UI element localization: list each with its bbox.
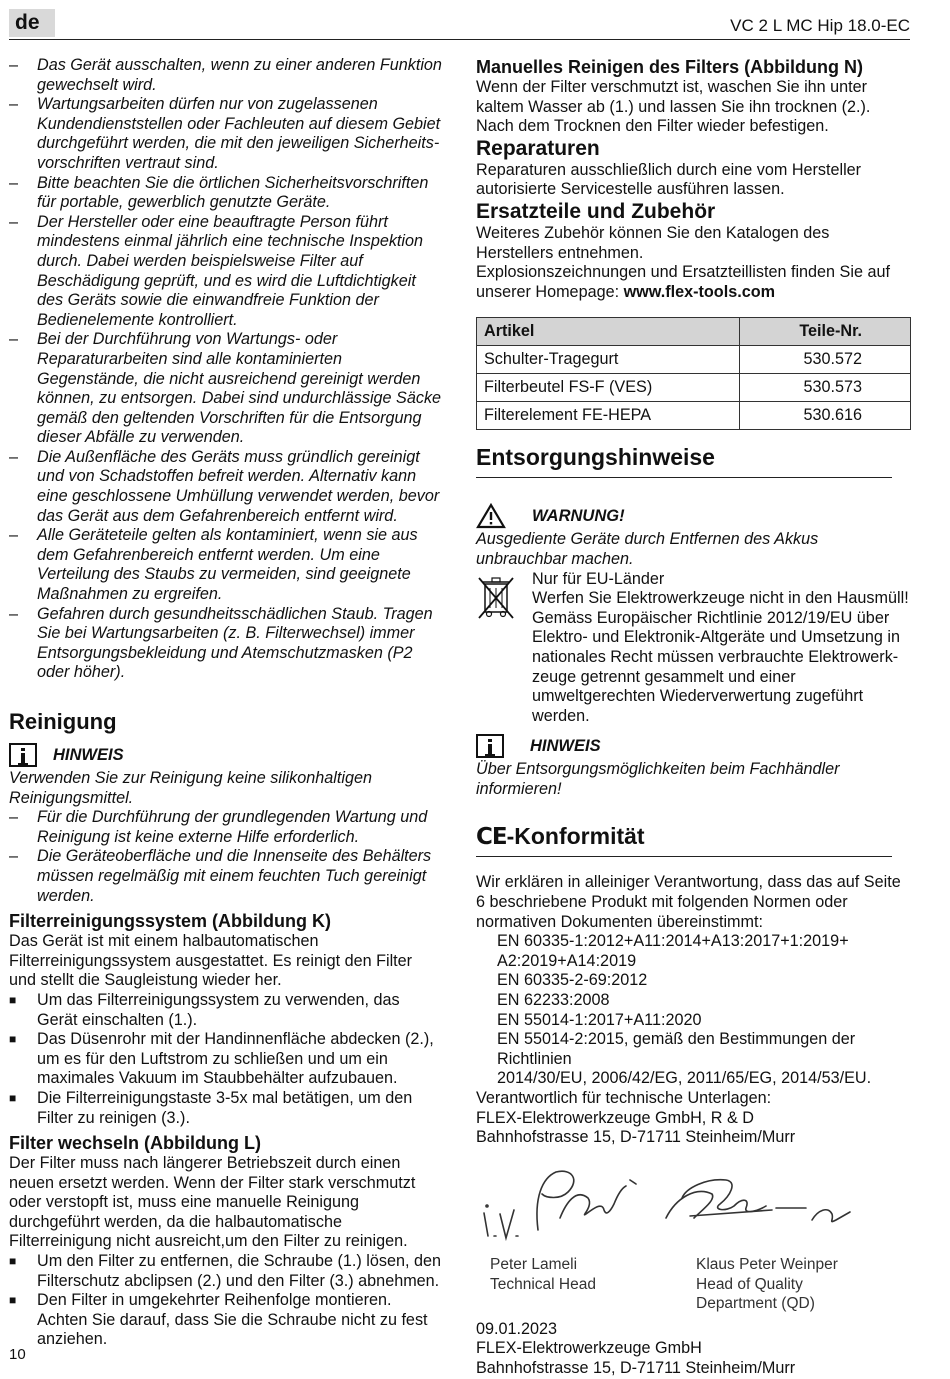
note-reinigung (9, 741, 442, 769)
section-title-filterreinigung: Filterreinigungssystem (Abbildung K) (9, 911, 332, 932)
signer1-name: Peter Lameli (490, 1255, 578, 1273)
signer1-role: Technical Head (490, 1275, 596, 1293)
manuell-text: Wenn der Filter verschmutzt ist, waschen Sie ihn unter kaltem Wasser ab (1.) und lassen Sie ihn trocknen (2.). Nach dem Trocknen den Filter wieder befestigen. (476, 78, 871, 136)
norm-item: EN 60335-1:2012+A11:2014+A13:2017+1:2019+ (497, 932, 849, 951)
table-row (477, 402, 911, 430)
section-title-filterwechsel: Filter wechseln (Abbildung L) (9, 1133, 261, 1154)
crossed-bin-icon (476, 574, 516, 620)
spare-parts-table (476, 317, 911, 430)
homepage-link[interactable]: www.flex-tools.com (623, 282, 775, 301)
note-text: Verwenden Sie zur Reinigung keine silikonhaltigen Reinigungsmittel. (9, 769, 372, 807)
warning-triangle-icon (476, 503, 506, 529)
signature-block (476, 1148, 911, 1312)
note-text: Über Entsorgungsmöglichkeiten beim Fachhändler informieren! (476, 760, 840, 798)
right-column (476, 56, 911, 1379)
company-name-2: FLEX-Elektrowerkzeuge GmbH (476, 1339, 702, 1358)
filterwechsel-text: Der Filter muss nach längerer Betriebszeit durch einen neuen ersetzt werden. Wenn der Filter stark verschmutzt oder verstopft ist, muss eine manuelle Reinigung durchgeführt werden, da die halbautomatische Filterreinigung nicht ausreicht,um den Filter zu reinigen. (9, 1154, 416, 1251)
conformity-intro: Wir erklären in alleiniger Verantwortung, dass das auf Seite 6 beschriebene Produkt mit folgenden Normen oder normativen Dokumenten übereinstimmt: (476, 873, 901, 931)
signatures-image (476, 1158, 916, 1258)
list-item: – Die Geräteoberfläche und die Innenseite des Behälters müssen regelmäßig mit einem feuchten Tuch gereinigt werden. (9, 847, 432, 905)
responsible-label: Verantwortlich für technische Unterlagen: (476, 1089, 772, 1107)
section-title-manuell: Manuelles Reinigen des Filters (Abbildung N) (476, 57, 864, 77)
list-item: – Bei der Durchführung von Wartungs- oder Reparaturarbeiten sind alle kontaminierten Gegenstände, die nicht ausreichend gereinigt werden können, zu entsorgen. Dabei sind undurchlässige Säcke gemäß den geltenden Vorschriften für die Entsorgung dieser Abfälle zu verwenden. (9, 330, 442, 447)
list-item: ■ Das Düsenrohr mit der Handinnenfläche abdecken (2.), um es für den Luftstrom zu schließen und um ein maximales Vakuum im Staubbehälter aufzubauen. (9, 1030, 434, 1088)
ersatzteile-text-1: Weiteres Zubehör können Sie den Katalogen des Herstellers entnehmen. (476, 223, 830, 262)
table-cell: 530.573 (740, 374, 911, 402)
warning-note (476, 502, 911, 530)
column-header: Teile-Nr. (740, 318, 911, 346)
warning-label: WARNUNG! (532, 506, 625, 525)
list-item: – Die Außenfläche des Geräts muss gründlich gereinigt und von Schadstoffen befreit werden. Alternativ kann eine geschlossene Umhüllung verwendet werden, bevor das Gerät aus dem Gefahrenbereich entfernt wird. (9, 447, 440, 525)
list-item: ■ Die Filterreinigungstaste 3-5x mal betätigen, um den Filter zu reinigen (3.). (9, 1088, 413, 1127)
norm-item: 2014/30/EU, 2006/42/EG, 2011/65/EG, 2014/53/EU. (497, 1069, 872, 1088)
table-row (477, 346, 911, 374)
safety-list (9, 56, 442, 683)
list-item: ■ Um das Filterreinigungssystem zu verwenden, das Gerät einschalten (1.). (9, 990, 400, 1029)
reparaturen-text: Reparaturen ausschließlich durch eine vom Hersteller autorisierte Servicestelle ausführen lassen. (476, 160, 862, 199)
list-item: – Der Hersteller oder eine beauftragte Person führt mindestens einmal jährlich eine technische Inspektion durch. Dabei werden beispielsweise Filter auf Beschädigung geprüft, und es wird die Luftdichtigkeit des Geräts sowie die einwandfreie Funktion der Bedienelemente kontrolliert. (9, 212, 424, 329)
note-entsorgung (476, 732, 911, 760)
filterreinigung-text: Das Gerät ist mit einem halbautomatischen Filterreinigungssystem ausgestattet. Es reinigt den Filter und stellt die Saugleistung wieder her. (9, 932, 413, 990)
note-label: HINWEIS (530, 736, 601, 755)
table-header-row (477, 318, 911, 346)
norm-item: EN 55014-1:2017+A11:2020 (497, 1010, 702, 1029)
header-divider (9, 39, 910, 40)
info-icon (476, 734, 504, 758)
list-item: ■ Den Filter in umgekehrter Reihenfolge montieren. Achten Sie darauf, dass Sie die Schraube nicht zu fest anziehen. (9, 1291, 428, 1349)
date: 09.01.2023 (476, 1319, 558, 1338)
table-cell: Filterelement FE-HEPA (477, 402, 740, 430)
info-icon (9, 743, 37, 767)
table-row (477, 374, 911, 402)
list-item: – Gefahren durch gesundheitsschädlichen Staub. Tragen Sie bei Wartungsarbeiten (z. B. Filterwechsel) immer Entsorgungsbekleidung und Atemschutzmasken (P2 oder höher). (9, 604, 433, 682)
note-label: HINWEIS (53, 745, 124, 764)
company-address-2: Bahnhofstrasse 15, D-71711 Steinheim/Murr (476, 1358, 796, 1377)
list-item: – Alle Geräteteile gelten als kontaminiert, wenn sie aus dem Gefahrenbereich entfernt werden. Um eine Verteilung des Staubs zu vermeiden, sind geeignete Maßnahmen zu ergreifen. (9, 526, 418, 604)
list-item: ■ Um den Filter zu entfernen, die Schraube (1.) lösen, den Filterschutz abclipsen (2.) und den Filter (3.) abnehmen. (9, 1252, 442, 1290)
section-title-entsorgung: Entsorgungshinweise (476, 444, 892, 478)
ce-mark: CE (476, 824, 507, 851)
company-address: Bahnhofstrasse 15, D-71711 Steinheim/Murr (476, 1128, 796, 1147)
language-badge: de (9, 9, 55, 37)
norm-item: EN 60335-2-69:2012 (497, 971, 648, 990)
table-cell: Filterbeutel FS-F (VES) (477, 374, 740, 402)
norm-item: EN 62233:2008 (497, 991, 610, 1010)
eu-disposal-block (476, 570, 911, 727)
norm-item: EN 55014-2:2015, gemäß den Bestimmungen der Richtlinien (497, 1030, 856, 1068)
signer2-department: Department (QD) (696, 1294, 815, 1312)
list-item: – Bitte beachten Sie die örtlichen Sicherheitsvorschriften für portable, gewerblich genutzte Geräte. (9, 173, 429, 212)
table-cell: 530.616 (740, 402, 911, 430)
signer2-name: Klaus Peter Weinper (696, 1255, 838, 1273)
section-title-ersatzteile: Ersatzteile und Zubehör (476, 199, 716, 223)
column-header: Artikel (477, 318, 740, 346)
warning-text: Ausgediente Geräte durch Entfernen des Akkus unbrauchbar machen. (476, 530, 819, 568)
norms-list (476, 932, 911, 1089)
section-title-konformitaet: CE-Konformität (476, 823, 892, 857)
signer2-role: Head of Quality (696, 1275, 803, 1293)
list-item: – Für die Durchführung der grundlegenden Wartung und Reinigung ist keine externe Hilfe erforderlich. (9, 808, 428, 846)
list-item: – Wartungsarbeiten dürfen nur von zugelassenen Kundendienststellen oder Fachleuten auf diesem Gebiet durchgeführt werden, die mit den jeweiligen Sicherheitsvorschriften vertraut sind. (9, 95, 441, 172)
table-cell: 530.572 (740, 346, 911, 374)
company-name: FLEX-Elektrowerkzeuge GmbH, R & D (476, 1108, 754, 1127)
model-name: VC 2 L MC Hip 18.0-EC (730, 16, 910, 35)
table-cell: Schulter-Tragegurt (477, 346, 740, 374)
page-number: 10 (9, 1346, 26, 1363)
left-column (9, 56, 442, 1350)
ersatzteile-text-2: Explosionszeichnungen und Ersatzteillisten finden Sie auf unserer Homepage: www.flex-tools.com (476, 263, 890, 301)
eu-title: Nur für EU-Länder (532, 569, 665, 588)
norm-item: A2:2019+A14:2019 (497, 951, 637, 970)
list-item: – Das Gerät ausschalten, wenn zu einer anderen Funktion gewechselt wird. (9, 56, 442, 94)
section-title-reinigung: Reinigung (9, 709, 117, 734)
eu-text: Werfen Sie Elektrowerkzeuge nicht in den Hausmüll! Gemäss Europäischer Richtlinie 2012/19/EU über Elektro- und Elektronik-Altgeräte und Umsetzung in nationales Recht müssen verbrauchte Elektrowerkzeuge getrennt gesammelt und einer umweltgerechten Wiederverwertung zugeführt werden. (532, 589, 909, 725)
section-title-reparaturen: Reparaturen (476, 136, 600, 160)
